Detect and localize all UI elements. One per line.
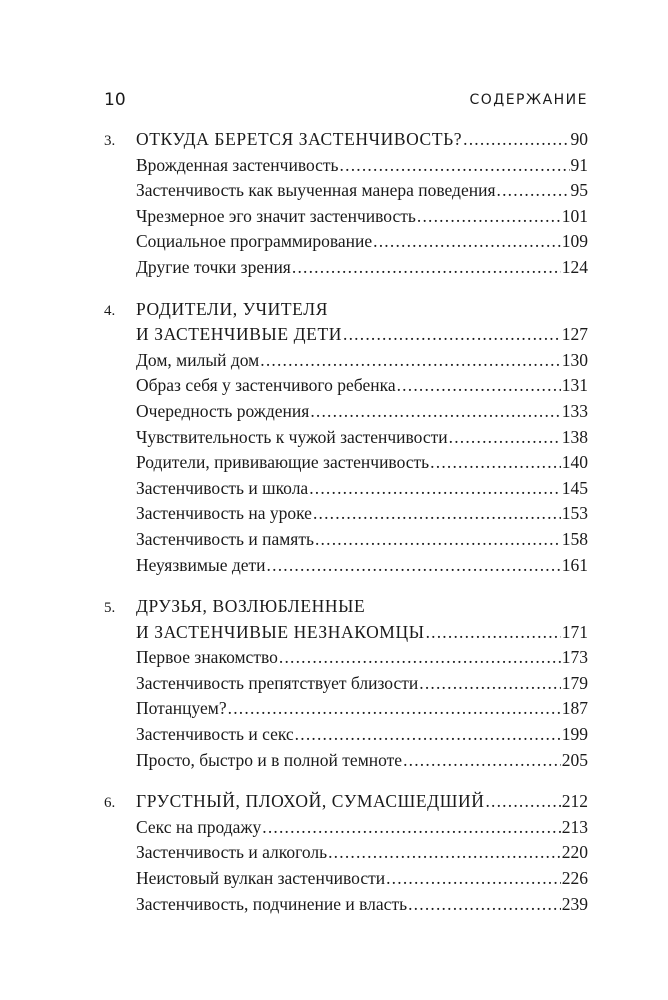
dot-leader xyxy=(292,255,561,281)
entry-page: 158 xyxy=(561,528,588,549)
entry-page: 91 xyxy=(570,154,588,175)
table-of-contents xyxy=(104,127,588,933)
entry-page: 109 xyxy=(561,231,588,252)
chapter-title: И ЗАСТЕНЧИВЫЕ НЕЗНАКОМЦЫ xyxy=(136,621,425,642)
toc-entry xyxy=(104,153,588,179)
chapter-number: 4. xyxy=(104,302,116,319)
entry-title: Образ себя у застенчивого ребенка xyxy=(136,375,396,396)
toc-entry xyxy=(104,866,588,892)
entry-page: 226 xyxy=(561,868,588,889)
chapter-title: ДРУЗЬЯ, ВОЗЛЮБЛЕННЫЕ xyxy=(136,596,366,617)
entry-title: Застенчивость и секс xyxy=(136,724,294,745)
toc-entry xyxy=(104,722,588,748)
toc-entry xyxy=(104,373,588,399)
entry-title: Секс на продажу xyxy=(136,816,262,837)
dot-leader xyxy=(386,866,561,892)
toc-chapter-row xyxy=(104,322,588,348)
dot-leader xyxy=(279,645,561,671)
entry-title: Врожденная застенчивость xyxy=(136,154,339,175)
toc-chapter xyxy=(104,789,588,917)
chapter-page: 127 xyxy=(561,324,588,345)
entry-title: Просто, быстро и в полной темноте xyxy=(136,749,403,770)
toc-entry xyxy=(104,425,588,451)
dot-leader xyxy=(228,696,561,722)
dot-leader xyxy=(295,722,561,748)
toc-chapter-row xyxy=(104,620,588,646)
entry-page: 101 xyxy=(561,205,588,226)
dot-leader xyxy=(262,815,561,841)
dot-leader xyxy=(417,204,561,230)
toc-entry xyxy=(104,840,588,866)
entry-page: 199 xyxy=(561,724,588,745)
dot-leader xyxy=(343,322,561,348)
toc-chapter-row xyxy=(104,127,588,153)
entry-page: 213 xyxy=(561,816,588,837)
entry-page: 145 xyxy=(561,477,588,498)
dot-leader xyxy=(408,892,561,918)
entry-title: Застенчивость, подчинение и власть xyxy=(136,893,408,914)
dot-leader xyxy=(315,527,561,553)
entry-page: 138 xyxy=(561,426,588,447)
entry-page: 153 xyxy=(561,503,588,524)
toc-chapter-row xyxy=(104,594,588,620)
dot-leader xyxy=(485,789,560,815)
entry-title: Дом, милый дом xyxy=(136,349,260,370)
entry-title: Родители, прививающие застенчивость xyxy=(136,452,430,473)
entry-page: 131 xyxy=(561,375,588,396)
running-title: СОДЕРЖАНИЕ xyxy=(469,92,588,108)
toc-entry xyxy=(104,527,588,553)
chapter-page: 212 xyxy=(561,791,588,812)
entry-title: Первое знакомство xyxy=(136,647,278,668)
dot-leader xyxy=(310,399,560,425)
toc-entry xyxy=(104,178,588,204)
entry-title: Застенчивость на уроке xyxy=(136,503,312,524)
toc-entry xyxy=(104,671,588,697)
entry-title: Неистовый вулкан застенчивости xyxy=(136,868,386,889)
chapter-title: ГРУСТНЫЙ, ПЛОХОЙ, СУМАСШЕДШИЙ xyxy=(136,791,485,812)
entry-title: Неуязвимые дети xyxy=(136,554,266,575)
chapter-page: 171 xyxy=(561,621,588,642)
entry-page: 124 xyxy=(561,256,588,277)
dot-leader xyxy=(313,501,561,527)
entry-page: 95 xyxy=(570,180,588,201)
chapter-title: И ЗАСТЕНЧИВЫЕ ДЕТИ xyxy=(136,324,343,345)
entry-page: 133 xyxy=(561,400,588,421)
entry-title: Очередность рождения xyxy=(136,400,310,421)
toc-entry xyxy=(104,229,588,255)
dot-leader xyxy=(497,178,570,204)
toc-entry xyxy=(104,255,588,281)
entry-title: Застенчивость как выученная манера поведения xyxy=(136,180,496,201)
toc-chapter xyxy=(104,127,588,281)
toc-entry xyxy=(104,348,588,374)
entry-page: 161 xyxy=(561,554,588,575)
toc-chapter xyxy=(104,594,588,773)
dot-leader xyxy=(328,840,561,866)
toc-entry xyxy=(104,645,588,671)
entry-title: Застенчивость препятствует близости xyxy=(136,672,419,693)
entry-page: 173 xyxy=(561,647,588,668)
toc-entry xyxy=(104,553,588,579)
entry-page: 239 xyxy=(561,893,588,914)
toc-entry xyxy=(104,748,588,774)
toc-entry xyxy=(104,501,588,527)
toc-chapter xyxy=(104,297,588,579)
entry-page: 205 xyxy=(561,749,588,770)
dot-leader xyxy=(397,373,561,399)
dot-leader xyxy=(373,229,561,255)
toc-entry xyxy=(104,696,588,722)
dot-leader xyxy=(426,620,561,646)
dot-leader xyxy=(267,553,561,579)
page-header xyxy=(104,90,588,112)
toc-entry xyxy=(104,450,588,476)
toc-entry xyxy=(104,476,588,502)
entry-page: 187 xyxy=(561,698,588,719)
dot-leader xyxy=(403,748,561,774)
dot-leader xyxy=(260,348,561,374)
chapter-number: 3. xyxy=(104,133,116,149)
entry-title: Потанцуем? xyxy=(136,698,227,719)
toc-chapter-row xyxy=(104,297,588,323)
chapter-number: 5. xyxy=(104,600,116,617)
entry-title: Застенчивость и школа xyxy=(136,477,309,498)
chapter-title: ОТКУДА БЕРЕТСЯ ЗАСТЕНЧИВОСТЬ? xyxy=(136,129,463,149)
entry-page: 130 xyxy=(561,349,588,370)
toc-entry xyxy=(104,204,588,230)
entry-title: Застенчивость и алкоголь xyxy=(136,842,328,863)
chapter-page: 90 xyxy=(570,129,588,149)
dot-leader xyxy=(449,425,561,451)
entry-title: Чрезмерное эго значит застенчивость xyxy=(136,205,416,226)
dot-leader xyxy=(430,450,561,476)
dot-leader xyxy=(463,127,569,153)
entry-title: Застенчивость и память xyxy=(136,528,314,549)
toc-entry xyxy=(104,399,588,425)
chapter-number: 6. xyxy=(104,795,116,812)
entry-page: 179 xyxy=(561,672,588,693)
dot-leader xyxy=(419,671,561,697)
entry-title: Другие точки зрения xyxy=(136,256,291,277)
toc-entry xyxy=(104,892,588,918)
toc-entry xyxy=(104,815,588,841)
dot-leader xyxy=(309,476,561,502)
entry-page: 140 xyxy=(561,452,588,473)
dot-leader xyxy=(340,153,570,179)
entry-title: Социальное программирование xyxy=(136,231,373,252)
page-number: 10 xyxy=(104,90,126,110)
entry-title: Чувствительность к чужой застенчивости xyxy=(136,426,448,447)
entry-page: 220 xyxy=(561,842,588,863)
chapter-title: РОДИТЕЛИ, УЧИТЕЛЯ xyxy=(136,298,328,319)
toc-chapter-row xyxy=(104,789,588,815)
